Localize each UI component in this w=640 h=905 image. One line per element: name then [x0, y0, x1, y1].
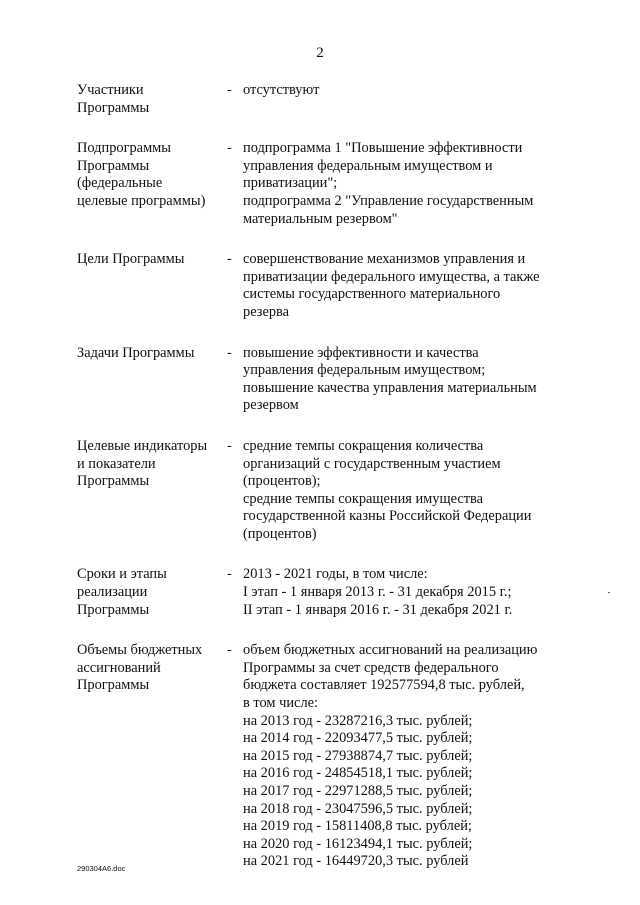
row-dash: - — [227, 566, 232, 583]
passport-row — [77, 140, 577, 228]
row-content-line: подпрограмма 1 "Повышение эффективности — [243, 140, 523, 157]
row-label — [77, 642, 227, 871]
row-content-line: объем бюджетных ассигнований на реализацию — [243, 642, 538, 659]
row-label-line: Программы — [77, 677, 150, 694]
row-content-line: средние темпы сокращения имущества — [243, 490, 483, 507]
row-content-line: бюджета составляет 192577594,8 тыс. рублей, — [243, 677, 525, 694]
row-dash: - — [227, 344, 232, 361]
row-label — [77, 140, 227, 228]
passport-row — [77, 251, 577, 321]
passport-row — [77, 82, 577, 117]
row-content-line: II этап - 1 января 2016 г. - 31 декабря 2021 г. — [243, 601, 513, 618]
row-dash: - — [227, 140, 232, 157]
row-content-line: подпрограмма 2 "Управление государственным — [243, 192, 534, 209]
row-label-line: (федеральные — [77, 175, 163, 192]
row-content-line: на 2019 год - 15811408,8 тыс. рублей; — [243, 818, 472, 835]
row-content-line: на 2020 год - 16123494,1 тыс. рублей; — [243, 835, 473, 852]
row-label-line: Целевые индикаторы — [77, 437, 208, 454]
row-content-line: управления федеральным имуществом и — [243, 157, 493, 174]
row-content-line: на 2016 год - 24854518,1 тыс. рублей; — [243, 765, 473, 782]
row-content — [243, 642, 577, 871]
row-label-line: Программы — [77, 473, 150, 490]
passport-row — [77, 566, 577, 619]
row-label-line: Программы — [77, 601, 150, 618]
row-label — [77, 438, 227, 544]
row-content-line: системы государственного материального — [243, 286, 501, 303]
row-label-line: Сроки и этапы — [77, 566, 167, 583]
row-label-line: Задачи Программы — [77, 344, 195, 361]
row-label-line: Участники — [77, 82, 144, 98]
row-content-line: 2013 - 2021 годы, в том числе: — [243, 566, 428, 583]
row-dash: - — [227, 82, 232, 98]
row-content-line: резерва — [243, 303, 290, 320]
row-label — [77, 566, 227, 619]
passport-row — [77, 438, 577, 544]
file-name-footer: 290304A6.doc — [77, 864, 126, 873]
row-label-line: реализации — [77, 584, 148, 601]
row-content-line: на 2014 год - 22093477,5 тыс. рублей; — [243, 730, 473, 747]
row-content-line: I этап - 1 января 2013 г. - 31 декабря 2015 г.; — [243, 584, 512, 601]
row-content-line: (процентов); — [243, 473, 321, 490]
row-content-line: на 2021 год - 16449720,3 тыс. рублей — [243, 853, 469, 870]
row-content — [243, 345, 577, 415]
row-content — [243, 251, 577, 321]
row-label — [77, 82, 227, 117]
scan-speck — [608, 592, 610, 593]
row-dash: - — [227, 642, 232, 659]
program-passport-table — [77, 82, 577, 871]
row-label-line: Цели Программы — [77, 251, 185, 268]
row-label-line: ассигнований — [77, 659, 161, 676]
row-content — [243, 82, 577, 117]
row-content-line: материальным резервом" — [243, 210, 398, 227]
page-number: 2 — [316, 45, 324, 61]
row-label — [77, 345, 227, 415]
row-content — [243, 566, 577, 619]
row-content-line: повышение эффективности и качества — [243, 344, 479, 361]
row-content-line: на 2018 год - 23047596,5 тыс. рублей; — [243, 800, 473, 817]
row-content-line: на 2015 год - 27938874,7 тыс. рублей; — [243, 747, 473, 764]
row-content — [243, 140, 577, 228]
row-content-line: приватизации"; — [243, 175, 338, 192]
row-content-line: Программы за счет средств федерального — [243, 659, 499, 676]
row-label — [77, 251, 227, 321]
row-content — [243, 438, 577, 544]
row-content-line: организаций с государственным участием — [243, 455, 501, 472]
row-content-line: (процентов) — [243, 525, 317, 542]
row-content-line: управления федеральным имуществом; — [243, 362, 486, 379]
row-content-line: на 2017 год - 22971288,5 тыс. рублей; — [243, 783, 473, 799]
row-content-line: совершенствование механизмов управления и — [243, 251, 526, 268]
row-content-line: государственной казны Российской Федерации — [243, 508, 532, 525]
row-label-line: Программы — [77, 157, 150, 174]
row-content-line: отсутствуют — [243, 82, 320, 98]
row-label-line: Объемы бюджетных — [77, 642, 203, 659]
passport-row — [77, 642, 577, 871]
row-content-line: средние темпы сокращения количества — [243, 437, 484, 454]
row-label-line: Программы — [77, 99, 150, 116]
row-dash: - — [227, 437, 232, 454]
passport-row — [77, 345, 577, 415]
row-content-line: резервом — [243, 397, 299, 414]
row-content-line: приватизации федерального имущества, а также — [243, 268, 540, 285]
row-label-line: и показатели — [77, 455, 156, 472]
row-content-line: на 2013 год - 23287216,3 тыс. рублей; — [243, 712, 473, 729]
row-dash: - — [227, 251, 232, 268]
row-label-line: Подпрограммы — [77, 140, 171, 157]
row-content-line: повышение качества управления материальным — [243, 379, 537, 396]
row-label-line: целевые программы) — [77, 192, 206, 209]
row-content-line: в том числе: — [243, 695, 319, 712]
